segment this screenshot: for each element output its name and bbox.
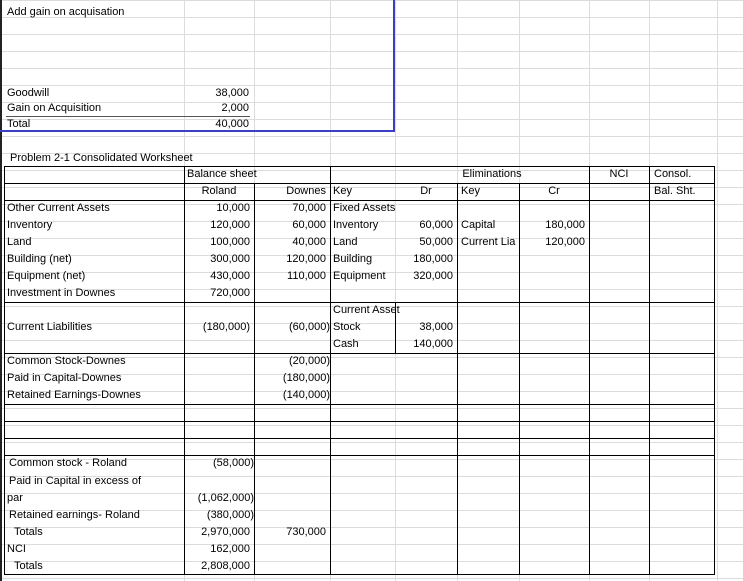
eliminations-header: Eliminations [462,168,522,180]
oca-downes: 70,000 [292,202,326,214]
investment-label: Investment in Downes [7,287,116,299]
totals2-roland: 2,808,000 [201,560,250,572]
cash-key: Cash [333,338,359,350]
left-border [0,0,2,581]
equipment-roland: 430,000 [210,270,250,282]
equipment-dr: 320,000 [413,270,453,282]
stock-key: Stock [333,321,361,333]
balance-sheet-header: Balance sheet [187,168,257,180]
oca-label: Other Current Assets [7,202,110,214]
inventory-label: Inventory [7,219,53,231]
pic-roland-label-par: par [7,492,23,504]
current-asset-key: Current Asset [333,304,400,316]
building-downes: 120,000 [286,253,326,265]
nci-roland: 162,000 [210,543,250,555]
pic-roland-value: (1,062,000) [197,492,254,504]
building-roland: 300,000 [210,253,250,265]
goodwill-label: Goodwill [7,87,50,99]
pic-downes-value: (180,000) [282,372,330,384]
total-value: 40,000 [215,118,249,130]
building-key: Building [333,253,373,265]
oca-roland: 10,000 [216,202,250,214]
current-lia-key: Current Lia [461,236,516,248]
equipment-downes: 110,000 [287,270,326,282]
stock-dr: 38,000 [419,321,453,333]
equipment-label: Equipment (net) [7,270,86,282]
total-label: Total [7,118,31,130]
re-roland-value: (380,000) [206,509,254,521]
equipment-key: Equipment [333,270,386,282]
land-key: Land [333,236,358,248]
cs-roland-label: Common stock - Roland [9,457,127,469]
cl-downes: (60,000) [289,321,330,333]
cs-downes-label: Common Stock-Downes [7,355,126,367]
land-dr: 50,000 [419,236,453,248]
capital-key: Capital [461,219,496,231]
key2-header: Key [461,185,480,197]
totals-label: Totals [14,526,43,538]
land-roland: 100,000 [210,236,250,248]
building-dr: 180,000 [413,253,453,265]
pic-downes-label: Paid in Capital-Downes [7,372,122,384]
re-downes-value: (140,000) [282,389,330,401]
fixed-assets-key: Fixed Assets [333,202,396,214]
cs-downes-value: (20,000) [289,355,330,367]
totals-roland: 2,970,000 [201,526,250,538]
cash-dr: 140,000 [413,338,453,350]
cl-roland: (180,000) [202,321,250,333]
investment-roland: 720,000 [210,287,250,299]
selection-border-right [393,0,395,131]
selection-border-bottom [0,130,395,132]
dr-header: Dr [420,185,432,197]
consol-header: Consol. [654,168,692,180]
totals-downes: 730,000 [286,526,326,538]
inventory-dr: 60,000 [419,219,453,231]
totals2-label: Totals [14,560,43,572]
cr-header: Cr [548,185,560,197]
roland-header: Roland [201,185,237,197]
land-label: Land [7,236,32,248]
capital-cr: 180,000 [545,219,585,231]
inventory-key: Inventory [333,219,379,231]
key-header: Key [333,185,352,197]
building-label: Building (net) [7,253,72,265]
pic-roland-label: Paid in Capital in excess of [9,475,142,487]
gain-label: Gain on Acquisition [7,102,102,114]
inventory-downes: 60,000 [292,219,326,231]
downes-header: Downes [286,185,326,197]
re-roland-label: Retained earnings- Roland [9,509,140,521]
cl-label: Current Liabilities [7,321,92,333]
re-downes-label: Retained Earnings-Downes [7,389,141,401]
current-lia-cr: 120,000 [545,236,585,248]
land-downes: 40,000 [292,236,326,248]
cs-roland-value: (58,000) [213,457,254,469]
bal-sht-header: Bal. Sht. [654,185,696,197]
add-gain-label: Add gain on acquisation [7,6,125,18]
nci-label: NCI [7,543,26,555]
goodwill-value: 38,000 [215,87,249,99]
inventory-roland: 120,000 [210,219,250,231]
worksheet-title: Problem 2-1 Consolidated Worksheet [10,152,193,164]
nci-header: NCI [609,168,629,180]
gain-value: 2,000 [221,102,249,114]
